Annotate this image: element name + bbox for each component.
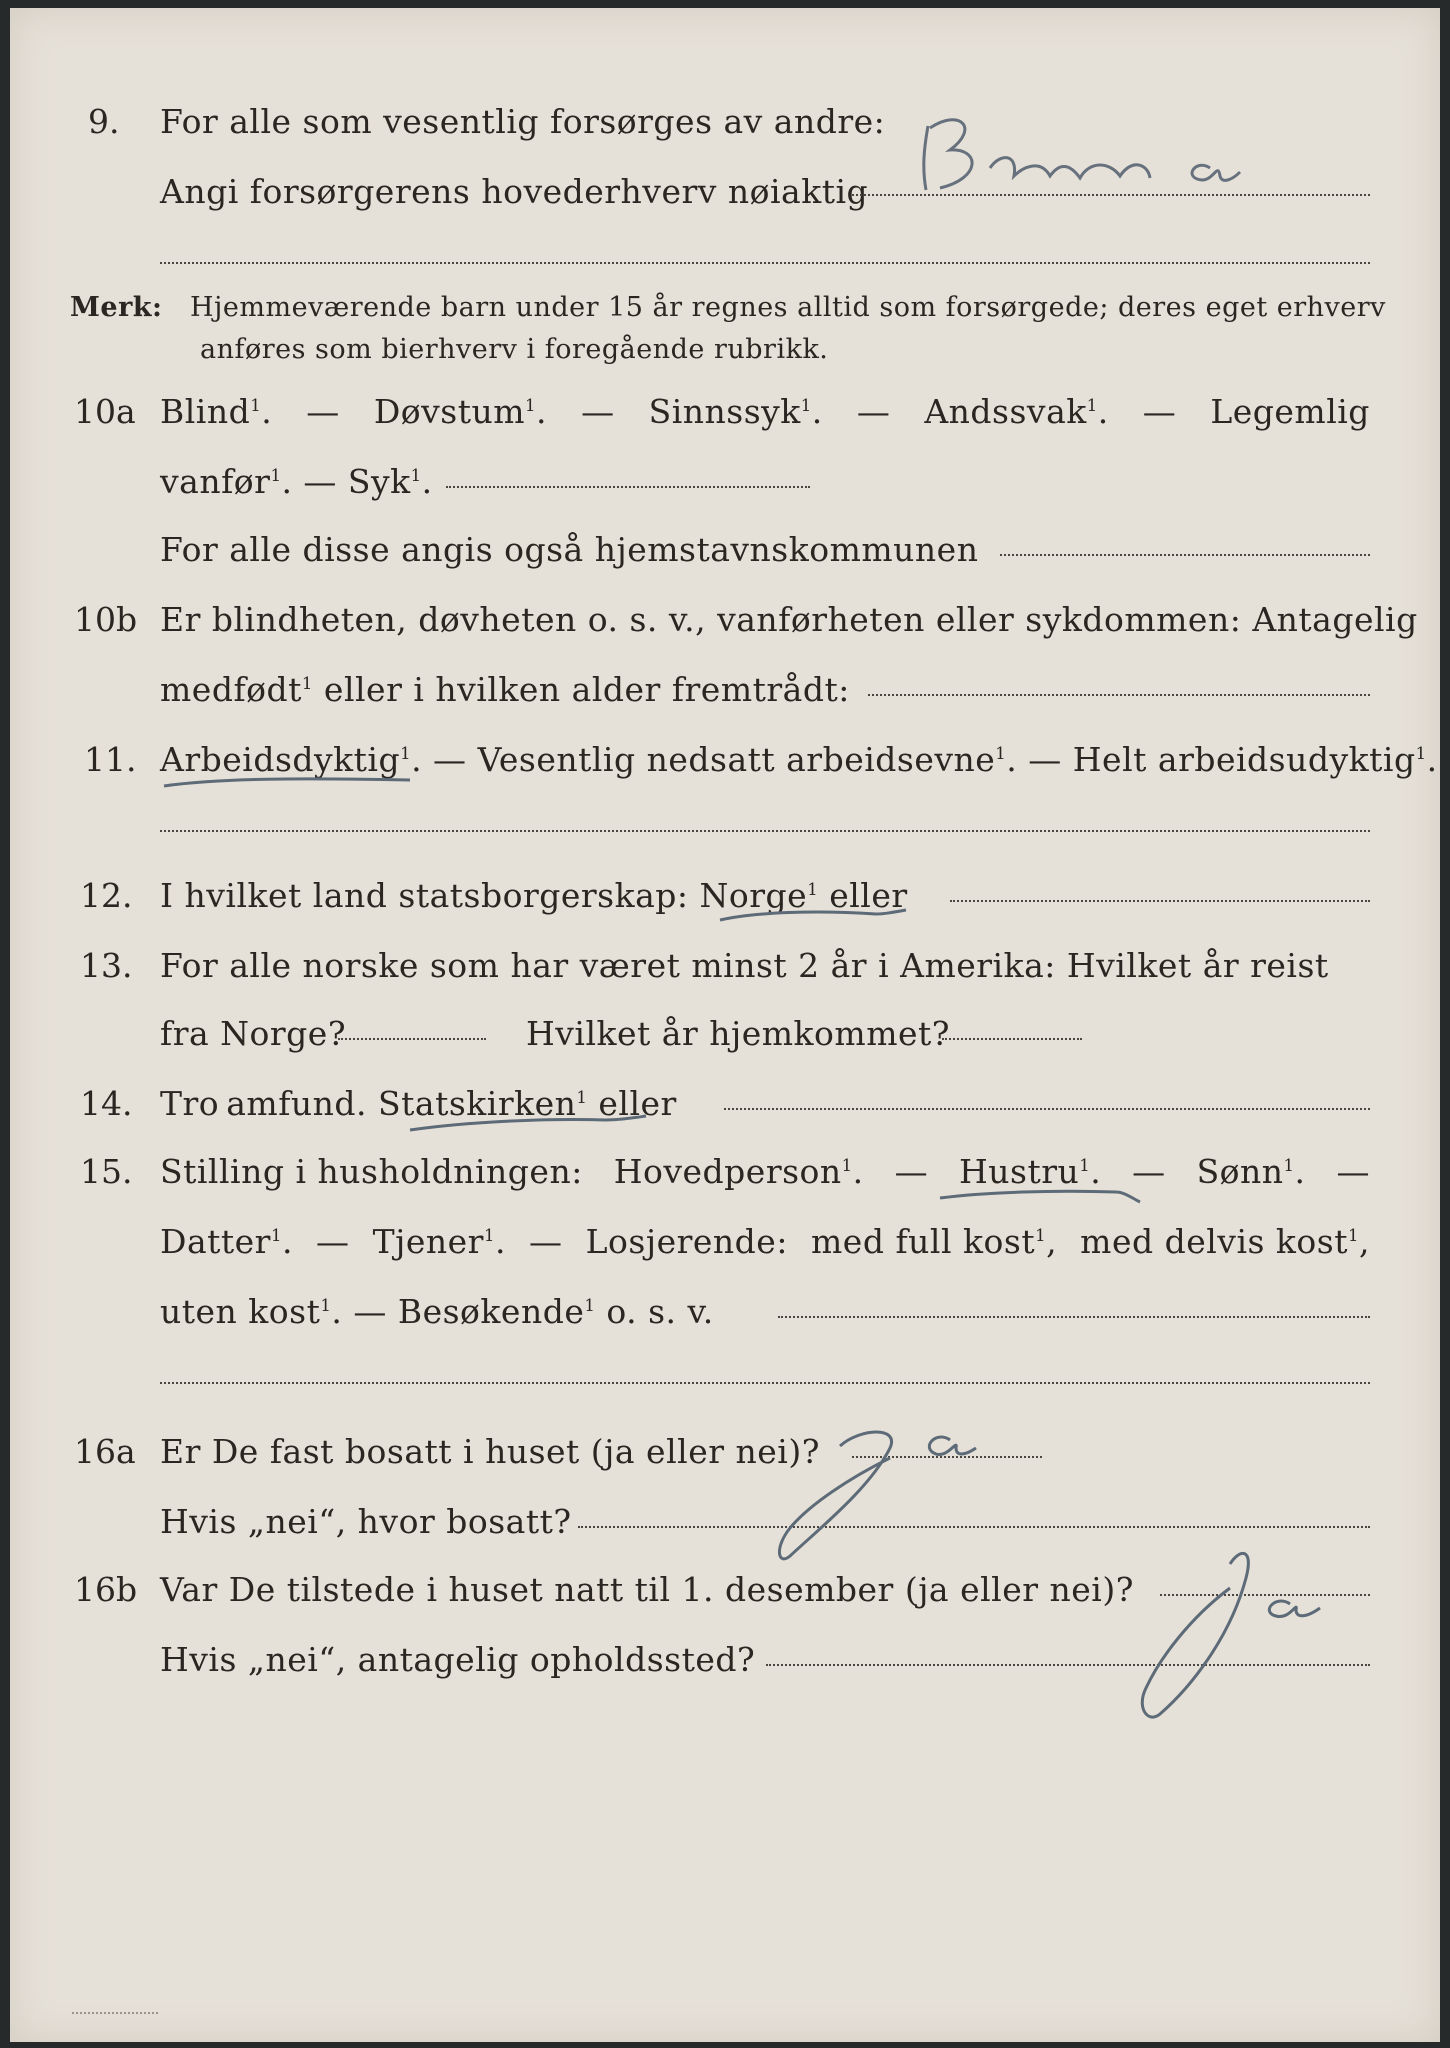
q10a-legemlig: Legemlig: [1210, 392, 1370, 431]
q12-number: 12.: [80, 876, 133, 915]
q15-line3: uten kost$^1$. — Besøkende$^1$ o. s. v.: [160, 1292, 714, 1331]
q10a-number: 10a: [74, 392, 136, 431]
q13-line2b: Hvilket år hjemkommet?: [526, 1014, 950, 1053]
q11-udyktig[interactable]: Helt arbeidsudyktig: [1072, 740, 1416, 779]
q11-nedsatt[interactable]: Vesentlig nedsatt arbeidsevne: [477, 740, 996, 779]
q12-text: I hvilket land statsborgerskap:: [160, 876, 689, 915]
q15-lead: Stilling i husholdningen:: [160, 1152, 583, 1191]
q13-line2a: fra Norge?: [160, 1014, 347, 1053]
q15-losjerende: Losjerende:: [585, 1222, 788, 1261]
q14-eller: eller: [598, 1084, 677, 1123]
q16a-line2: Hvis „nei“, hvor bosatt?: [160, 1502, 572, 1541]
q16b-handwritten-answer: [1040, 1508, 1340, 1728]
q10b-number: 10b: [74, 600, 138, 639]
q14-text: Tro amfund.: [160, 1084, 368, 1123]
q9-line1: For alle som vesentlig forsørges av andre:: [160, 102, 886, 141]
q10a-andssvak: Andssvak: [924, 392, 1087, 431]
q10a-line3: For alle disse angis også hjemstavnskommunen: [160, 530, 979, 569]
q9-number: 9.: [88, 102, 120, 141]
q16b-opholdssted-line[interactable]: [766, 1664, 1370, 1666]
q13-reist-line[interactable]: [338, 1038, 486, 1040]
q10a-syk-line[interactable]: [446, 486, 810, 488]
q10a-dovstum: Døvstum: [373, 392, 526, 431]
q13-line1: For alle norske som har været minst 2 år i Amerika: Hvilket år reist: [160, 946, 1329, 985]
q11-arbeidsdyktig[interactable]: Arbeidsdyktig: [160, 740, 401, 779]
q10a-line2: vanfør$^1$. — Syk$^1$.: [160, 462, 433, 501]
q9-extra-line[interactable]: [160, 262, 1370, 264]
q14-answer-line[interactable]: [724, 1108, 1370, 1110]
q15-line2: Datter$^1$. — Tjener$^1$. — Losjerende: med full kost$^1$, med delvis kost$^1$,: [160, 1222, 1370, 1261]
q15-sonn[interactable]: Sønn: [1196, 1152, 1284, 1191]
q12-norge[interactable]: Norge: [699, 876, 808, 915]
q11-line: Arbeidsdyktig$^1$. — Vesentlig nedsatt arbeidsevne$^1$. — Helt arbeidsudyktig$^1$.: [160, 740, 1438, 779]
q16a-bosatt-line[interactable]: [578, 1526, 1370, 1528]
q15-hovedperson[interactable]: Hovedperson: [613, 1152, 842, 1191]
printer-mark: [72, 2012, 158, 2014]
q15-fullkost[interactable]: med full kost: [811, 1222, 1036, 1261]
q16a-line1: Er De fast bosatt i huset (ja eller nei)?: [160, 1432, 820, 1471]
q9-handwritten-answer: [910, 98, 1350, 208]
q12-answer-line[interactable]: [950, 900, 1370, 902]
q15-answer-line[interactable]: [778, 1316, 1370, 1318]
merk-line2: anføres som bierhverv i foregående rubrikk.: [200, 334, 829, 365]
q16b-line1: Var De tilstede i huset natt til 1. desember (ja eller nei)?: [160, 1570, 1134, 1609]
q10a-vanfor: vanfør: [160, 462, 271, 501]
q10b-line2-rest: eller i hvilken alder fremtrådt:: [323, 670, 850, 709]
q15-tjener[interactable]: Tjener: [372, 1222, 484, 1261]
form-page: [10, 8, 1440, 2042]
q10b-medfodt: medfødt: [160, 670, 302, 709]
q11-extra-line[interactable]: [160, 830, 1370, 832]
q15-datter[interactable]: Datter: [160, 1222, 271, 1261]
q16b-answer-line[interactable]: [1160, 1594, 1370, 1596]
q16a-answer-line[interactable]: [852, 1456, 1042, 1458]
q15-besokende[interactable]: Besøkende: [397, 1292, 585, 1331]
q11-number: 11.: [84, 740, 137, 779]
q10b-answer-line[interactable]: [868, 694, 1370, 696]
q10b-line2: medfødt$^1$ eller i hvilken alder fremtrådt:: [160, 670, 850, 709]
q15-osv: o. s. v.: [606, 1292, 714, 1331]
q16b-line2: Hvis „nei“, antagelig opholdssted?: [160, 1640, 756, 1679]
q10b-line1: Er blindheten, døvheten o. s. v., vanførheten eller sykdommen: Antagelig: [160, 600, 1418, 639]
q10a-line1: Blind$^1$. — Døvstum$^1$. — Sinnssyk$^1$. — Andssvak$^1$. — Legemlig: [160, 392, 1370, 431]
q16a-number: 16a: [74, 1432, 136, 1471]
q14-line: Tro amfund. Statskirken$^1$ eller: [160, 1084, 677, 1123]
q9-answer-line[interactable]: [852, 194, 1370, 196]
merk-label: Merk:: [70, 292, 163, 323]
q9-line2: Angi forsørgerens hovederhverv nøiaktig: [160, 172, 869, 211]
q15-hustru[interactable]: Hustru: [958, 1152, 1080, 1191]
q10a-blind: Blind: [160, 392, 251, 431]
q12-eller: eller: [829, 876, 908, 915]
q15-utenkost[interactable]: uten kost: [160, 1292, 321, 1331]
q15-extra-line[interactable]: [160, 1382, 1370, 1384]
q14-statskirken[interactable]: Statskirken: [378, 1084, 577, 1123]
q14-number: 14.: [80, 1084, 133, 1123]
q16b-number: 16b: [74, 1570, 138, 1609]
merk-line1: Hjemmeværende barn under 15 år regnes alltid som forsørgede; deres eget erhverv: [190, 292, 1386, 323]
q10a-syk: Syk: [347, 462, 411, 501]
q10a-hjemstavn-line[interactable]: [1000, 554, 1370, 556]
q12-line: I hvilket land statsborgerskap: Norge$^1$ eller: [160, 876, 908, 915]
q13-hjemkommet-line[interactable]: [942, 1038, 1082, 1040]
q15-line1: Stilling i husholdningen: Hovedperson$^1$. — Hustru$^1$. — Sønn$^1$. —: [160, 1152, 1370, 1191]
q15-delviskost[interactable]: med delvis kost: [1080, 1222, 1348, 1261]
q13-number: 13.: [80, 946, 133, 985]
q15-number: 15.: [80, 1152, 133, 1191]
q10a-sinnssyk: Sinnssyk: [648, 392, 801, 431]
